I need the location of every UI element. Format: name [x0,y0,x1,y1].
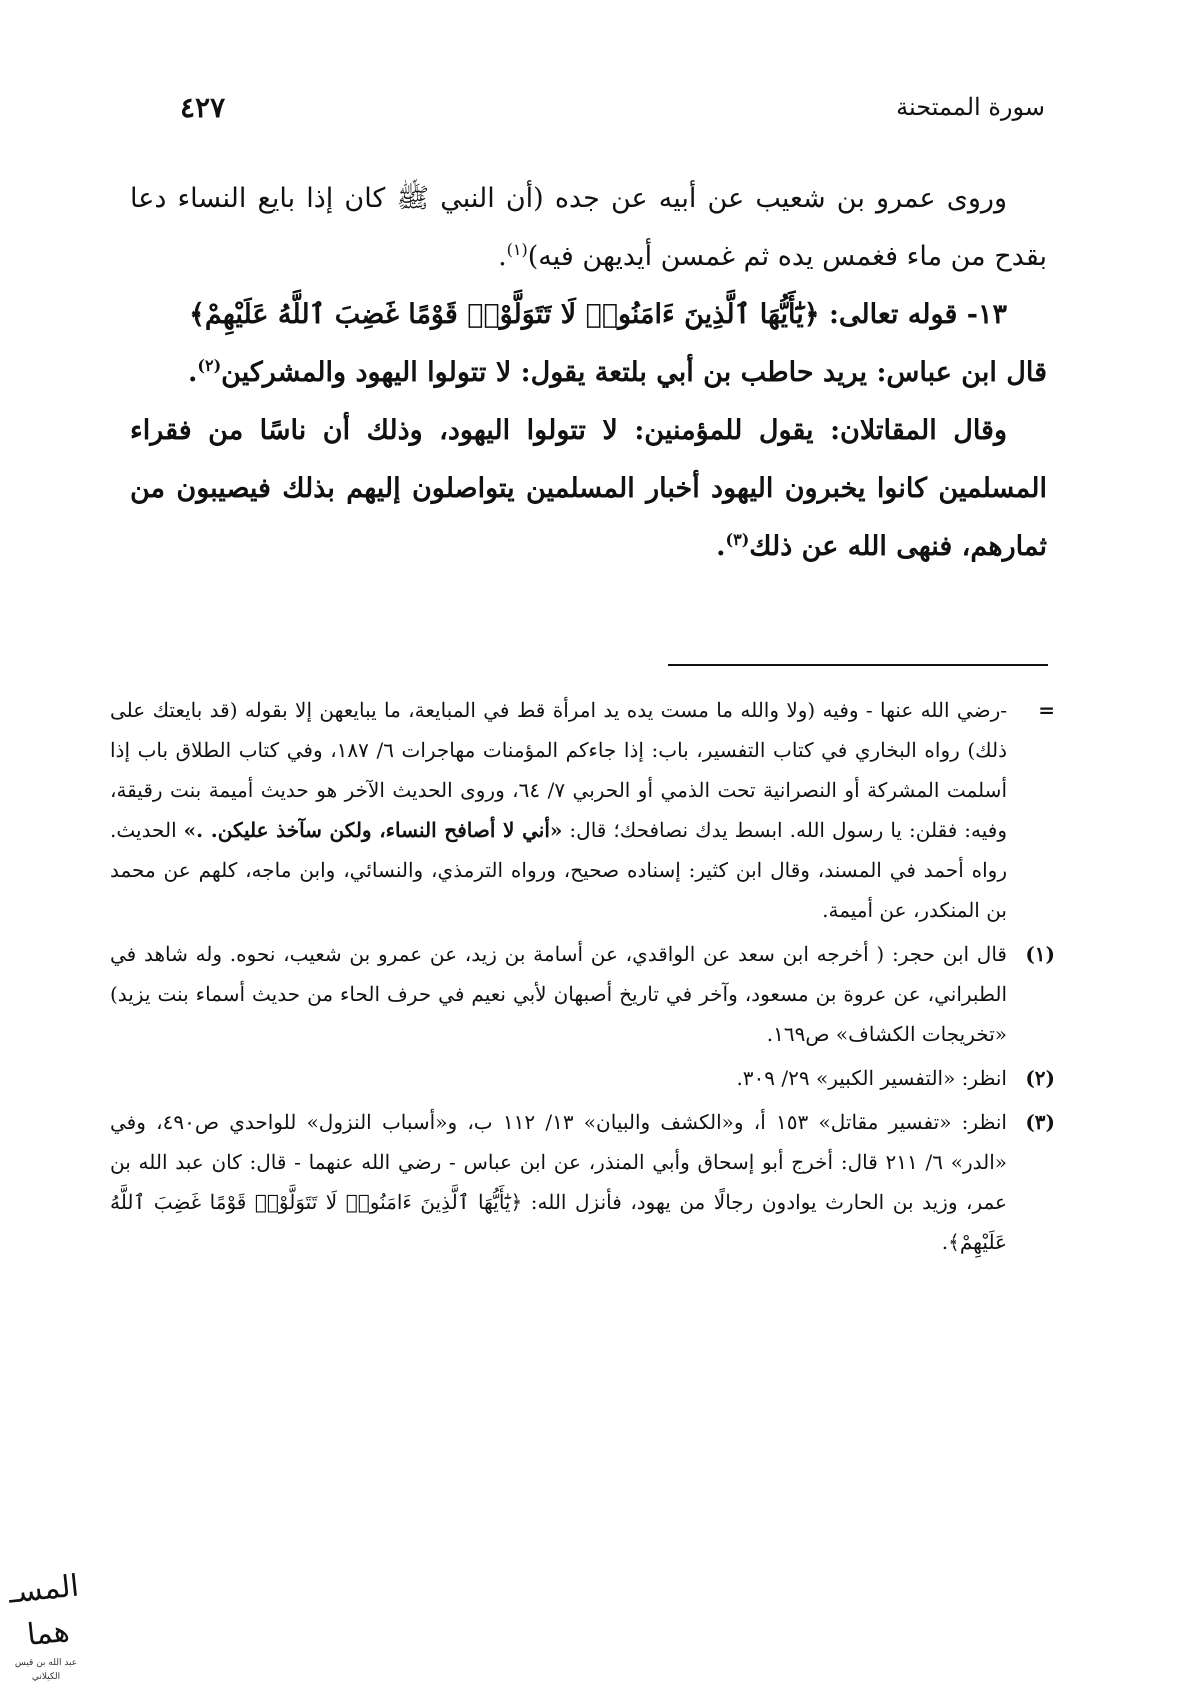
footnotes [110,690,1055,1266]
logo-subtitle: عبد الله بن قيس الكيلاني [14,1658,78,1682]
continuation-text-a: -رضي الله عنها - وفيه (ولا والله ما مست يده يد امرأة قط في المبايعة، ما يبايعهن إلا بقوله (قد بايعتك على ذلك) رواه البخاري في كتاب التفسير، باب: إذا جاءكم المؤمنات مهاجرات ٦/ ١٨٧، وفي كتاب الطلاق باب إذا أسلمت المشركة أو النصرانية تحت الذمي أو الحربي ٧/ ٦٤، وروى الحديث الآخر هو حديث أميمة بنت رقيقة، وفيه: فقلن: يا رسول الله. ابسط يدك نصافحك؛ قال: [110,698,1008,842]
footnote-2 [110,1058,1055,1098]
continuation-text-b: الحديث. رواه أحمد في المسند، وقال ابن كثير: إسناده صحيح، ورواه الترمذي، والنسائي، وابن ماجه، كلهم عن محمد بن المنكدر، عن أميمة. [110,818,1007,922]
footnote-text: قال ابن حجر: ( أخرجه ابن سعد عن الواقدي، عن أسامة بن زيد، عن عمرو بن شعيب، نحوه. وله شاهد في الطبراني، عن عروة بن مسعود، وآخر في تاريخ أصبهان لأبي نعيم في حرف الحاء من حديث أسماء بنت يزيد) «تخريجات الكشاف» ص١٦٩. [110,942,1007,1046]
footnote-ref-2: (٢) [197,356,222,375]
footnote-continuation [110,690,1055,930]
footnote-marker: (١) [1025,942,1055,966]
verse-intro: ١٣- قوله تعالى: [828,299,1007,330]
paragraph-text: وقال المقاتلان: يقول للمؤمنين: لا تتولوا اليهود، وذلك أن ناسًا من فقراء المسلمين كانوا يخبرون اليهود أخبار المسلمين يتواصلون إليهم بذلك فيصيبون من ثمارهم، فنهى الله عن ذلك [130,415,1047,562]
page-header [180,82,1045,132]
continuation-marker: = [1038,698,1055,722]
paragraph-muqatilan [130,402,1047,576]
paragraph-end: . [716,531,726,562]
footnote-marker: (٣) [1025,1110,1055,1134]
paragraph-end: . [188,357,198,388]
footnote-1 [110,934,1055,1054]
surah-title: سورة الممتحنة [896,93,1045,121]
paragraph-text: قال ابن عباس: يريد حاطب بن أبي بلتعة يقول: لا تتولوا اليهود والمشركين [221,357,1047,388]
paragraph-amr-bin-shuaib [130,170,1047,286]
footnote-text: انظر: «التفسير الكبير» ٢٩/ ٣٠٩. [736,1066,1007,1090]
paragraph-ibn-abbas [130,344,1047,402]
main-text [130,170,1047,576]
paragraph-end: . [498,241,507,272]
continuation-bold-quote: «أني لا أصافح النساء، ولكن سآخذ عليكن. .» [183,818,563,842]
footnote-separator [668,664,1048,666]
page-number: ٤٢٧ [180,90,226,124]
footnote-3 [110,1102,1055,1262]
verse-13 [130,286,1047,344]
paragraph-text: وروى عمرو بن شعيب عن أبيه عن جده (أن النبي ﷺ كان إذا بايع النساء دعا بقدح من ماء فغمس يده ثم غمسن أيديهن فيه) [130,183,1047,272]
footnote-ref-1: (١) [506,240,528,259]
publisher-logo [6,1568,86,1682]
footnote-text: انظر: «تفسير مقاتل» ١٥٣ أ، و«الكشف والبيان» ١٣/ ١١٢ ب، و«أسباب النزول» للواحدي ص٤٩٠، وفي «الدر» ٦/ ٢١١ قال: أخرج أبو إسحاق وأبي المنذر، عن ابن عباس - رضي الله عنهما - قال: كان عبد الله بن عمر، وزيد بن الحارث يوادون رجالًا من يهود، فأنزل الله: ﴿يَٰٓأَيُّهَا ٱلَّذِينَ ءَامَنُوا۟ لَا تَتَوَلَّوْا۟ قَوْمًا غَضِبَ ٱللَّهُ عَلَيْهِمْ﴾. [110,1110,1007,1254]
quran-verse: ﴿يَٰٓأَيُّهَا ٱلَّذِينَ ءَامَنُوا۟ لَا تَتَوَلَّوْا۟ قَوْمًا غَضِبَ ٱللَّهُ عَلَيْهِمْ﴾ [189,299,820,330]
logo-mark: المسـ هما [6,1568,81,1653]
footnote-marker: (٢) [1025,1066,1055,1090]
footnote-text [110,690,1007,930]
footnote-ref-3: (٣) [725,530,750,549]
